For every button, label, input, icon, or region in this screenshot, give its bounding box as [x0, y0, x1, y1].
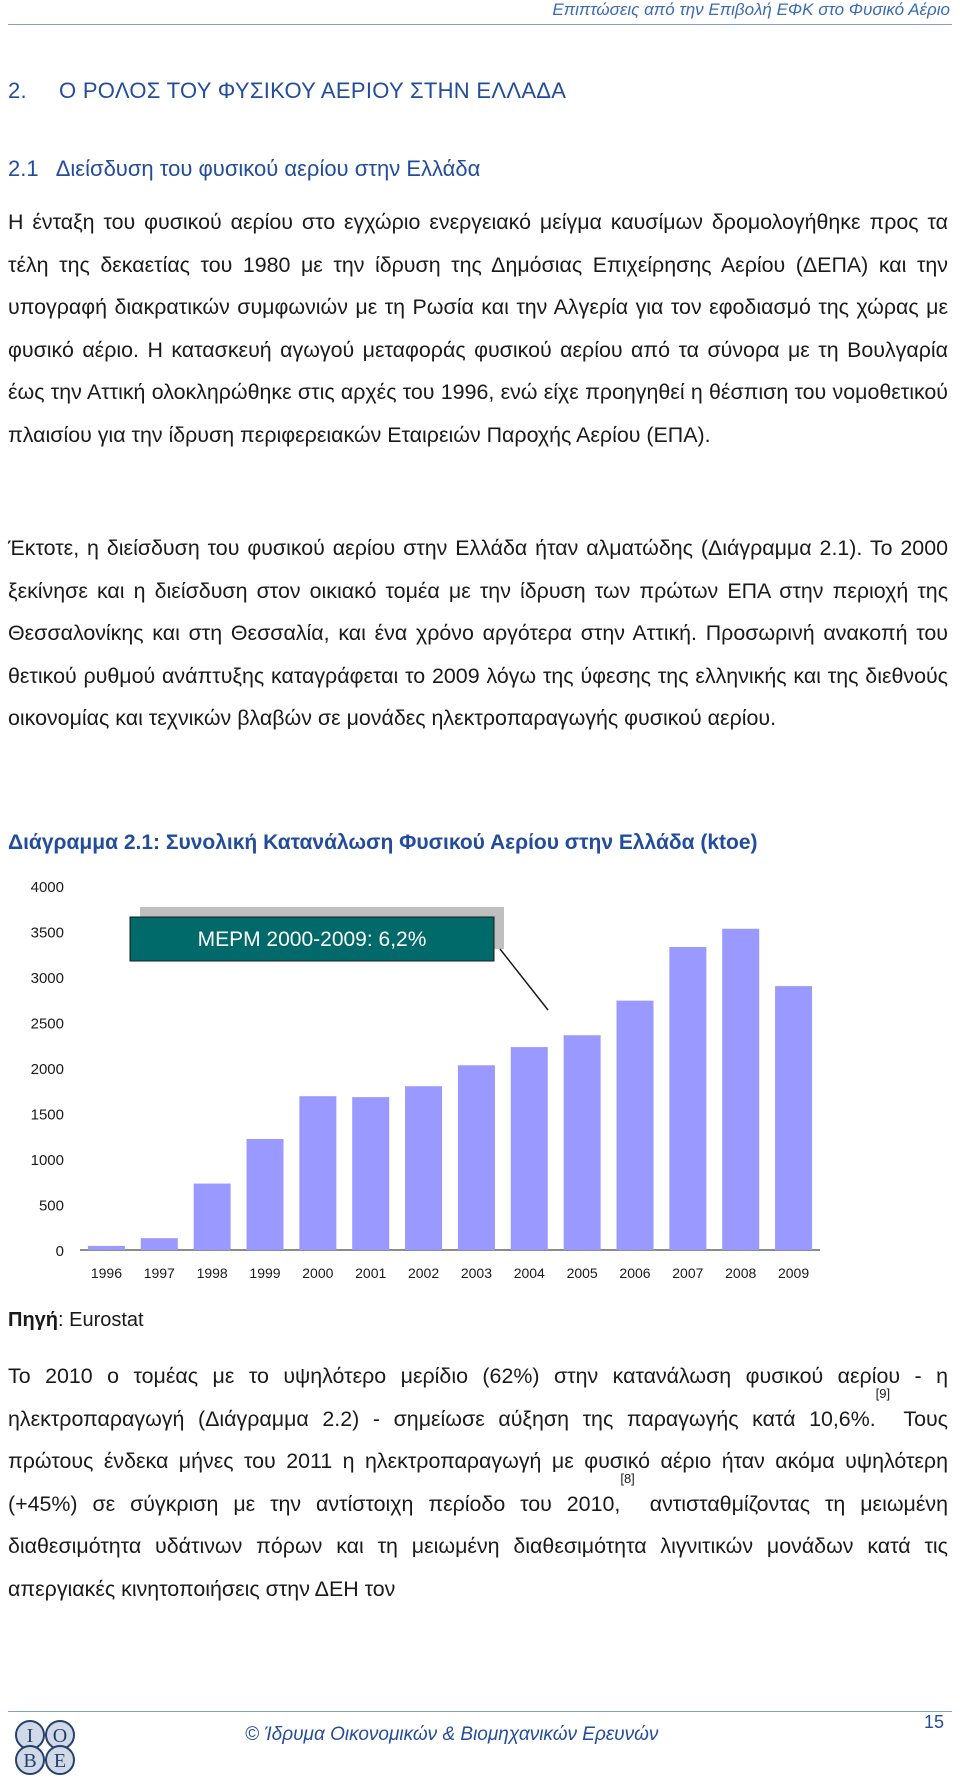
source-label: Πηγή — [8, 1309, 58, 1331]
x-tick-label: 2008 — [725, 1265, 757, 1281]
x-tick-label: 2009 — [777, 1265, 810, 1281]
footer-copyright: © Ίδρυμα Οικονομικών & Βιομηχανικών Ερευνών — [245, 1724, 659, 1745]
paragraph-intro: Η ένταξη του φυσικού αερίου στο εγχώριο ενεργειακό μείγμα καυσίμων δρομολογήθηκε προς τα τέλη της δεκαετίας του 1980 με την ίδρυση της Δημόσιας Επιχείρησης Αερίου (ΔΕΠΑ) και την υπογραφή διακρατικών συμφωνιών με τη Ρωσία και την Αλγερία για τον εφοδιασμό της χώρας με φυσικό αέριο. Η κατασκευή αγωγού μεταφοράς φυσικού αερίου από τα σύνορα με τη Βουλγαρία έως την Αττική ολοκληρώθηκε στις αρχές του 1996, ενώ είχε προηγηθεί η θέσπιση του νομοθετικού πλαισίου για την ίδρυση περιφερειακών Εταιρειών Παροχής Αερίου (ΕΠΑ). — [8, 210, 948, 447]
bar-series — [88, 929, 812, 1250]
x-tick-label: 2003 — [460, 1265, 493, 1281]
y-tick-label: 2500 — [30, 1015, 64, 1033]
figure-source — [8, 1309, 144, 1332]
bar-2002 — [405, 1086, 442, 1250]
page-number: 15 — [923, 1712, 944, 1732]
bar-2004 — [511, 1047, 548, 1250]
x-tick-label: 1996 — [90, 1265, 123, 1281]
paragraph-electricity — [8, 1355, 948, 1610]
bar-1999 — [247, 1139, 284, 1250]
footnote-ref-9[interactable]: [9] — [875, 1385, 891, 1401]
x-axis-labels — [91, 1265, 810, 1281]
bar-2009 — [775, 986, 812, 1250]
paragraph-penetration: Έκτοτε, η διείσδυση του φυσικού αερίου στην Ελλάδα ήταν αλματώδης (Διάγραμμα 2.1). Το 2000 ξεκίνησε και η διείσδυση στον οικιακό τομέα με την ίδρυση των πρώτων ΕΠΑ στην περιοχή της Θεσσαλονίκης και στη Θεσσαλία, και ένα χρόνο αργότερα στην Αττική. Προσωρινή ανακοπή του θετικού ρυθμού ανάπτυξης καταγράφεται το 2009 λόγω της ύφεσης της ελληνικής και της διεθνούς οικονομίας και τεχνικών βλαβών σε μονάδες ηλεκτροπαραγωγής φυσικού αερίου. — [8, 536, 948, 730]
footer-rule — [8, 1711, 952, 1712]
y-tick-label: 1000 — [30, 1152, 64, 1169]
annotation-callout — [130, 907, 548, 1010]
bar-1996 — [88, 1246, 125, 1250]
paragraph-electricity-part3: αντισταθμίζοντας τη μειωμένη διαθεσιμότητα υδάτινων πόρων και τη μειωμένη διαθεσιμότητα λιγνιτικών μονάδων κατά τις απεργιακές κινητοποιήσεις στην ΔΕΗ τον — [8, 1491, 948, 1601]
bar-1998 — [194, 1184, 231, 1250]
x-tick-label: 1998 — [196, 1265, 228, 1281]
x-tick-label: 2006 — [619, 1265, 651, 1281]
svg-text:B: B — [23, 1750, 37, 1772]
bar-2005 — [564, 1035, 601, 1250]
bar-1997 — [141, 1238, 178, 1250]
x-tick-label: 2002 — [407, 1265, 440, 1281]
x-tick-label: 2000 — [302, 1265, 334, 1281]
y-tick-label: 500 — [38, 1197, 64, 1215]
bar-2008 — [722, 929, 759, 1250]
bar-2007 — [669, 947, 706, 1250]
x-tick-label: 1997 — [143, 1265, 175, 1281]
source-value: : Eurostat — [58, 1309, 144, 1331]
paragraph-electricity-part2: Τους πρώτους ένδεκα μήνες του 2011 η ηλεκτροπαραγωγή με φυσικό αέριο ήταν ακόμα υψηλότερη (+45%) σε σύγκριση με την αντίστοιχη περίοδο του 2010, — [8, 1406, 948, 1516]
x-tick-label: 2001 — [355, 1265, 387, 1281]
svg-text:I: I — [26, 1725, 34, 1747]
footnote-ref-8[interactable]: [8] — [620, 1470, 635, 1486]
y-tick-label: 0 — [55, 1243, 64, 1260]
y-tick-label: 3500 — [30, 924, 64, 942]
x-tick-label: 2004 — [513, 1265, 545, 1281]
svg-text:O: O — [52, 1725, 68, 1747]
svg-text:E: E — [53, 1750, 67, 1772]
iobe-logo — [8, 1718, 84, 1776]
bar-2006 — [617, 1001, 654, 1250]
y-tick-label: 3000 — [30, 970, 64, 987]
y-tick-label: 2000 — [30, 1061, 64, 1078]
x-tick-label: 2005 — [566, 1265, 598, 1281]
paragraph-electricity-part1: Το 2010 ο τομέας με το υψηλότερο μερίδιο (62%) στην κατανάλωση φυσικού αερίου - η ηλεκτροπαραγωγή (Διάγραμμα 2.2) - σημείωσε αύξηση της παραγωγής κατά 10,6%. — [8, 1364, 948, 1431]
annotation-label: ΜΕΡΜ 2000-2009: 6,2% — [197, 928, 427, 951]
x-tick-label: 2007 — [672, 1265, 704, 1281]
bar-2000 — [299, 1096, 336, 1250]
y-tick-label: 4000 — [30, 879, 64, 896]
bar-2003 — [458, 1065, 495, 1250]
x-tick-label: 1999 — [249, 1265, 281, 1281]
figure-caption: Διάγραμμα 2.1: Συνολική Κατανάλωση Φυσικού Αερίου στην Ελλάδα (ktoe) — [8, 831, 758, 854]
bar-2001 — [352, 1097, 389, 1250]
header-rule — [8, 24, 952, 25]
running-header-title: Επιπτώσεις από την Επιβολή ΕΦΚ στο Φυσικό Αέριο — [552, 0, 950, 19]
annotation-leader-line — [500, 949, 548, 1010]
section-title: 2. Ο ΡΟΛΟΣ ΤΟΥ ΦΥΣΙΚΟΥ ΑΕΡΙΟΥ ΣΤΗΝ ΕΛΛΑΔΑ — [8, 78, 567, 103]
bar-chart — [0, 860, 960, 1290]
y-tick-label: 1500 — [30, 1106, 64, 1124]
subsection-title: 2.1 Διείσδυση του φυσικού αερίου στην Ελλάδα — [8, 156, 481, 181]
